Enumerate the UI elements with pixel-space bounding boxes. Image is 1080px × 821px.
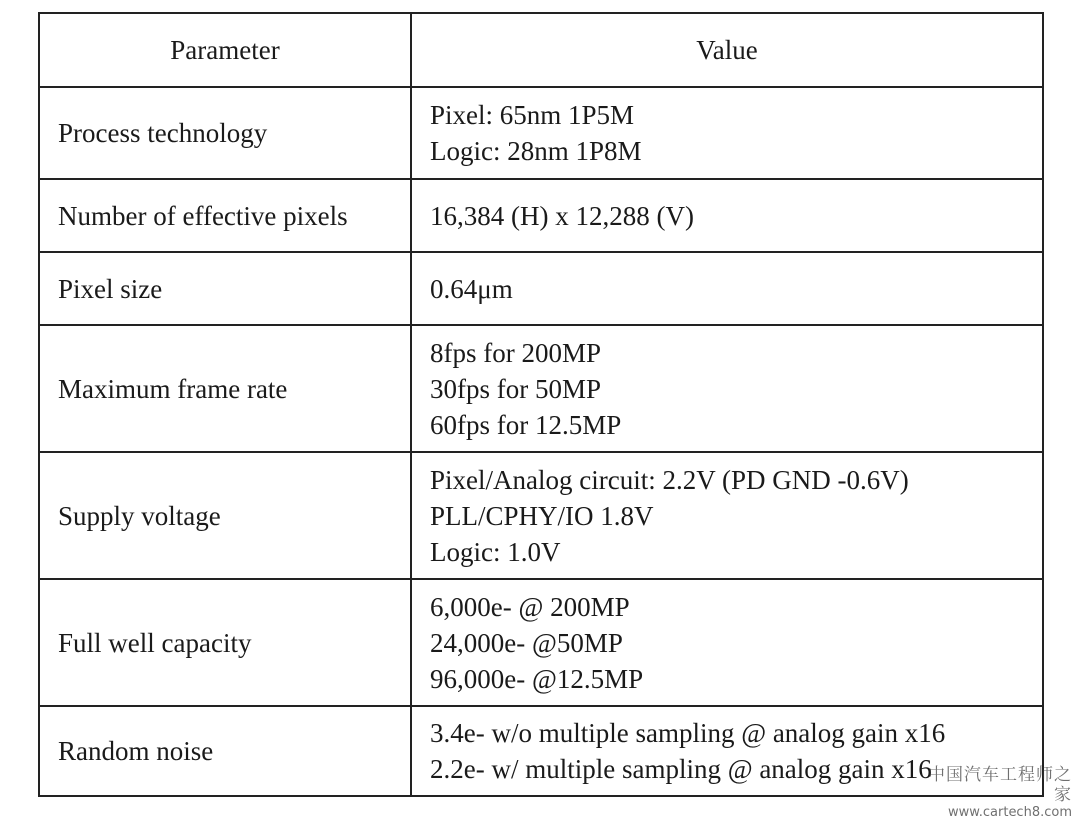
table-row	[39, 179, 1043, 252]
value-line: 16,384 (H) x 12,288 (V)	[430, 200, 694, 231]
value-line: 3.4e- w/o multiple sampling @ analog gain x16	[430, 718, 946, 748]
table-row	[39, 87, 1043, 179]
parameter-cell: Process technology	[39, 87, 411, 179]
parameter-cell: Number of effective pixels	[39, 179, 411, 252]
parameter-cell: Full well capacity	[39, 579, 411, 706]
value-line: 0.64μm	[430, 273, 513, 304]
value-line: Logic: 28nm 1P8M	[430, 136, 642, 166]
value-line: 2.2e- w/ multiple sampling @ analog gain x16	[430, 754, 932, 784]
table-row	[39, 452, 1043, 579]
value-line: 6,000e- @ 200MP	[430, 591, 630, 622]
value-cell	[411, 87, 1043, 179]
watermark-text: 中国汽车工程师之家	[928, 765, 1072, 805]
value-line: Logic: 1.0V	[430, 536, 561, 567]
watermark-url: www.cartech8.com	[948, 805, 1072, 820]
table-row	[39, 579, 1043, 706]
table-row	[39, 252, 1043, 325]
spec-table	[38, 12, 1044, 797]
value-cell	[411, 252, 1043, 325]
table-row	[39, 706, 1043, 796]
value-cell	[411, 452, 1043, 579]
header-parameter: Parameter	[39, 13, 411, 87]
parameter-cell: Random noise	[39, 706, 411, 796]
value-cell	[411, 179, 1043, 252]
value-line: 30fps for 50MP	[430, 373, 602, 404]
value-line: 24,000e- @50MP	[430, 627, 623, 658]
header-value: Value	[411, 13, 1043, 87]
value-line: 60fps for 12.5MP	[430, 409, 622, 440]
table-row	[39, 325, 1043, 452]
value-line: 8fps for 200MP	[430, 337, 602, 368]
parameter-cell: Maximum frame rate	[39, 325, 411, 452]
watermark	[922, 765, 1072, 820]
value-cell	[411, 579, 1043, 706]
value-line: Pixel/Analog circuit: 2.2V (PD GND -0.6V)	[430, 464, 909, 495]
value-line: 96,000e- @12.5MP	[430, 663, 644, 694]
parameter-cell: Supply voltage	[39, 452, 411, 579]
parameter-cell: Pixel size	[39, 252, 411, 325]
value-line: Pixel: 65nm 1P5M	[430, 100, 635, 130]
table-header-row	[39, 13, 1043, 87]
value-line: PLL/CPHY/IO 1.8V	[430, 500, 654, 531]
value-cell	[411, 325, 1043, 452]
